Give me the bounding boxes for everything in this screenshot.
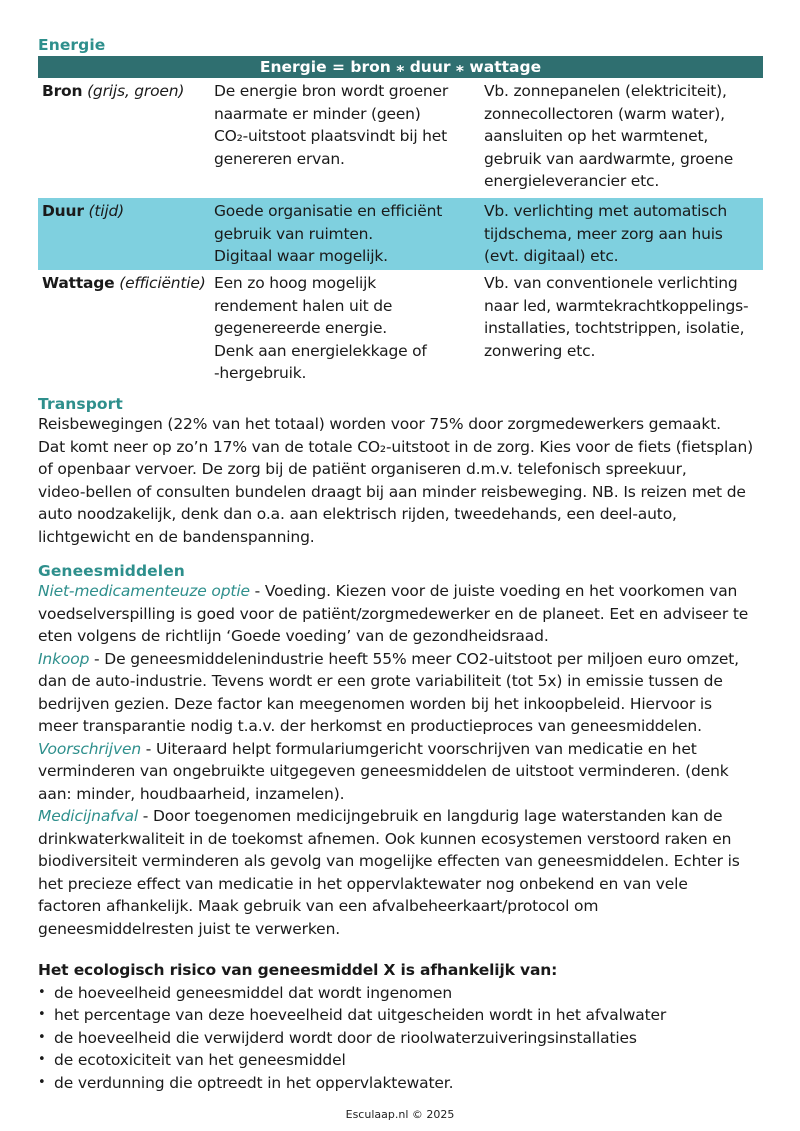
text-line: - De geneesmiddelenindustrie heeft 55% meer CO2-uitstoot per miljoen euro omzet, xyxy=(89,649,739,668)
row-description xyxy=(214,80,484,198)
row-qualifier: (tijd) xyxy=(88,202,124,220)
row-description xyxy=(214,272,484,387)
text-line: Een zo hoog mogelijk xyxy=(214,274,377,292)
text-line: of openbaar vervoer. De zorg bij de patiënt organiseren d.m.v. telefonisch spreekuur, xyxy=(38,460,687,478)
text-line: zonwering etc. xyxy=(484,341,596,360)
text-line: zonnecollectoren (warm water), xyxy=(484,104,725,123)
text-line: Denk aan energielekkage of xyxy=(214,341,427,360)
list-item: • de verdunning die optreedt in het oppervlaktewater. xyxy=(38,1072,764,1095)
row-term: Wattage xyxy=(42,274,115,292)
risico-heading: Het ecologisch risico van geneesmiddel X is afhankelijk van: xyxy=(38,961,558,979)
paragraph-niet-medicamenteuze-optie xyxy=(38,580,764,648)
document-page xyxy=(38,0,764,1094)
paragraph-inkoop xyxy=(38,648,764,738)
text-line: het precieze effect van medicatie in het oppervlaktewater nog onbekend en van vele xyxy=(38,874,688,893)
paragraph-lead: Voorschrijven xyxy=(38,739,142,758)
text-line: Reisbewegingen (22% van het totaal) worden voor 75% door zorgmedewerkers gemaakt. xyxy=(38,415,721,433)
table-row-wattage xyxy=(38,270,763,387)
text-line: installaties, tochtstrippen, isolatie, xyxy=(484,319,745,337)
section-title-transport: Transport xyxy=(38,395,123,413)
transport-paragraph xyxy=(38,413,764,548)
paragraph-lead: Niet-medicamenteuze optie xyxy=(38,582,250,600)
paragraph-voorschrijven xyxy=(38,738,764,806)
text-line: Vb. verlichting met automatisch xyxy=(484,202,728,220)
row-examples xyxy=(484,200,763,270)
text-line: aansluiten op het warmtenet, xyxy=(484,127,709,145)
paragraph-lead: Inkoop xyxy=(38,649,90,668)
text-line: factoren afhankelijk. Maak gebruik van een afvalbeheerkaart/protocol om xyxy=(38,897,599,915)
paragraph-medicijnafval xyxy=(38,805,764,940)
text-line: Dat komt neer op zo’n 17% van de totale CO₂-uitstoot in de zorg. Kies voor de fiets (fietsplan) xyxy=(38,437,754,456)
text-line: drinkwaterkwaliteit in de toekomst afnemen. Ook kunnen ecosystemen verstoord raken en xyxy=(38,829,732,848)
text-line: Vb. zonnepanelen (elektriciteit), xyxy=(484,82,727,100)
text-line: Digitaal waar mogelijk. xyxy=(214,247,388,265)
row-term: Duur xyxy=(42,202,84,220)
list-item: • de hoeveelheid geneesmiddel dat wordt ingenomen xyxy=(38,982,764,1005)
text-line: geneesmiddelresten juist te verwerken. xyxy=(38,919,341,938)
text-line: (evt. digitaal) etc. xyxy=(484,247,619,265)
paragraph-lead: Medicijnafval xyxy=(38,807,138,825)
text-line: voedselverspilling is goed voor de patiënt/zorgmedewerker en de planeet. Eet en adviseer te xyxy=(38,604,749,623)
row-qualifier: (grijs, groen) xyxy=(87,82,185,100)
risico-list xyxy=(38,982,764,1095)
row-examples xyxy=(484,80,763,198)
text-line: eten volgens de richtlijn ‘Goede voeding’ van de gezondheidsraad. xyxy=(38,627,549,645)
row-description xyxy=(214,200,484,270)
text-line: tijdschema, meer zorg aan huis xyxy=(484,224,723,243)
text-line: - Uiteraard helpt formulariumgericht voorschrijven van medicatie en het xyxy=(141,739,697,758)
row-term-cell xyxy=(38,80,214,198)
text-line: lichtgewicht en de bandenspanning. xyxy=(38,527,315,546)
row-qualifier: (efficiëntie) xyxy=(119,274,206,292)
text-line: gebruik van ruimten. xyxy=(214,224,374,243)
row-term-cell xyxy=(38,200,214,270)
text-line: - Voeding. Kiezen voor de juiste voeding en het voorkomen van xyxy=(249,582,738,600)
text-line: gebruik van aardwarmte, groene xyxy=(484,149,734,168)
row-examples xyxy=(484,272,763,387)
text-line: De energie bron wordt groener xyxy=(214,82,449,100)
text-line: - Door toegenomen medicijngebruik en langdurig lage waterstanden kan de xyxy=(138,807,723,825)
text-line: rendement halen uit de xyxy=(214,296,393,315)
text-line: naarmate er minder (geen) xyxy=(214,104,421,123)
list-item: • de ecotoxiciteit van het geneesmiddel xyxy=(38,1049,764,1072)
text-line: energieleverancier etc. xyxy=(484,172,660,190)
list-item: • de hoeveelheid die verwijderd wordt door de rioolwaterzuiveringsinstallaties xyxy=(38,1027,764,1050)
text-line: biodiversiteit verminderen als gevolg van mogelijke effecten van geneesmiddelen. Echter is xyxy=(38,852,740,870)
text-line: Vb. van conventionele verlichting xyxy=(484,274,738,292)
text-line: -hergebruik. xyxy=(214,364,307,382)
text-line: verminderen van ongebruikte uitgegeven geneesmiddelen de uitstoot verminderen. (denk xyxy=(38,762,729,780)
list-item: • het percentage van deze hoeveelheid dat uitgescheiden wordt in het afvalwater xyxy=(38,1004,764,1027)
text-line: dan de auto-industrie. Tevens wordt er een grote variabiliteit (tot 5x) in emissie tussen de xyxy=(38,672,723,690)
text-line: CO₂-uitstoot plaatsvindt bij het xyxy=(214,127,448,145)
text-line: gegenereerde energie. xyxy=(214,319,388,337)
text-line: bedrijven gezien. Deze factor kan meegenomen worden bij het inkoopbeleid. Hiervoor is xyxy=(38,694,712,713)
row-term: Bron xyxy=(42,82,83,100)
row-term-cell xyxy=(38,272,214,387)
text-line: meer transparantie nodig t.a.v. der herkomst en productieproces van geneesmiddelen. xyxy=(38,717,702,735)
table-header: Energie = bron ⁎ duur ⁎ wattage xyxy=(38,56,763,78)
section-title-energie: Energie xyxy=(38,36,106,54)
table-row-bron xyxy=(38,78,763,198)
text-line: genereren ervan. xyxy=(214,149,345,168)
table-row-duur xyxy=(38,198,763,270)
footer-copyright: Esculaap.nl © 2025 xyxy=(345,1108,455,1121)
section-title-geneesmiddelen: Geneesmiddelen xyxy=(38,562,185,580)
text-line: auto noodzakelijk, denk dan o.a. aan elektrisch rijden, tweedehands, een deel-auto, xyxy=(38,505,677,523)
text-line: aan: minder, houdbaarheid, inzamelen). xyxy=(38,784,345,803)
text-line: Goede organisatie en efficiënt xyxy=(214,202,443,220)
energie-table xyxy=(38,56,763,387)
text-line: naar led, warmtekrachtkoppelings- xyxy=(484,296,749,315)
text-line: video-bellen of consulten bundelen draagt bij aan minder reisbeweging. NB. Is reizen met de xyxy=(38,482,746,501)
